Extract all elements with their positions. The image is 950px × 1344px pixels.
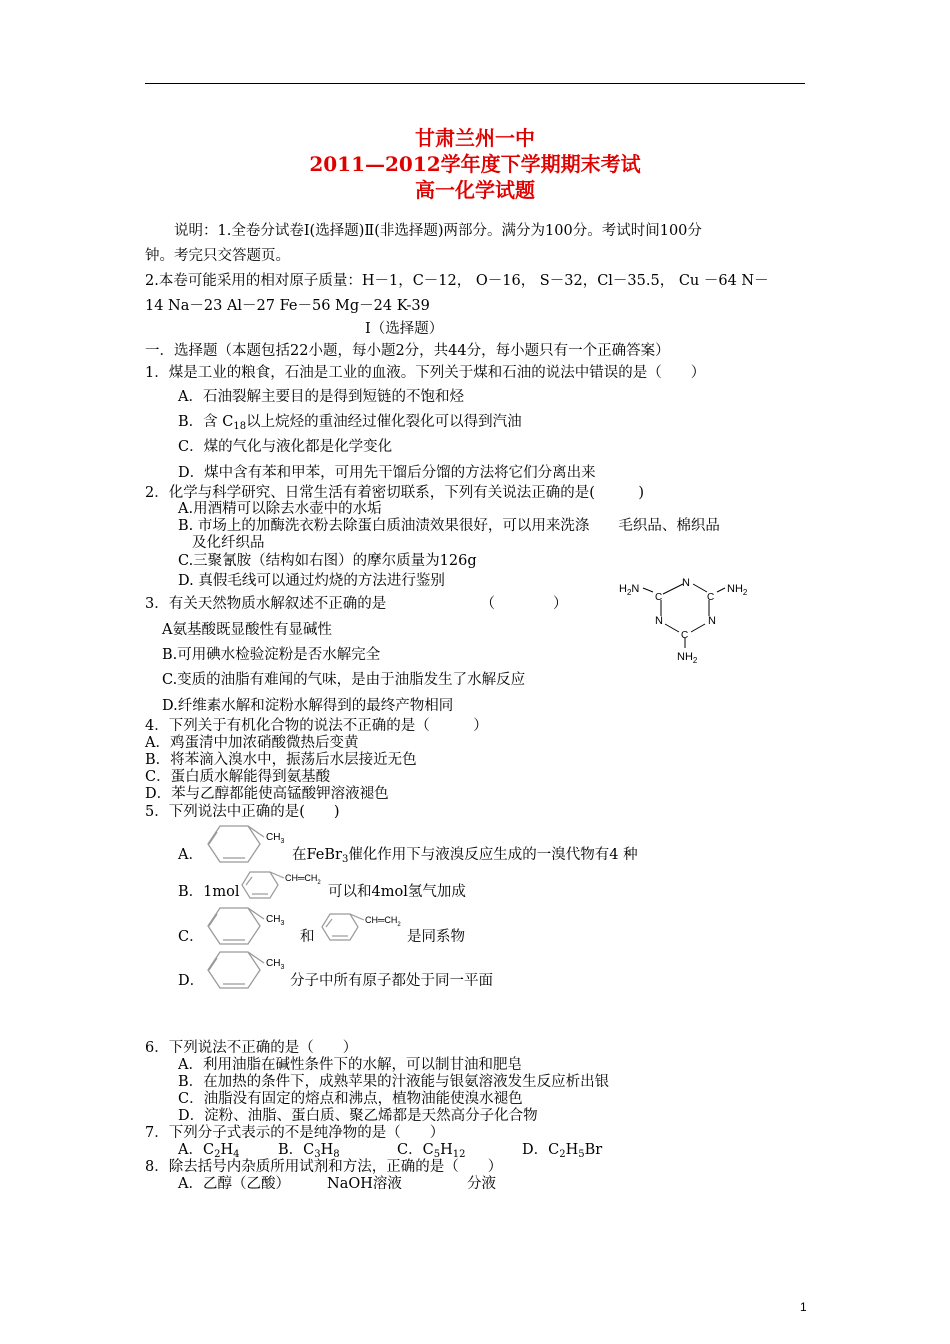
page-number: 1 bbox=[800, 1300, 807, 1314]
styrene-structure-c bbox=[318, 910, 413, 944]
notes-line-1: 说明：1.全卷分试卷Ⅰ(选择题)Ⅱ(非选择题)两部分。满分为100分。考试时间100分 bbox=[174, 223, 702, 239]
nh2-label-bottom: NH bbox=[677, 651, 693, 663]
q2-stem: 2．化学与科学研究、日常生活有着密切联系，下列有关说法正确的是( ) bbox=[145, 485, 645, 501]
svg-text:CH3: $CH_3$ bbox=[266, 914, 285, 927]
q2-option-d: D. 真假毛线可以通过灼烧的方法进行鉴别 bbox=[178, 573, 445, 589]
part-heading: Ⅰ（选择题） bbox=[365, 321, 444, 337]
q1-stem: 1．煤是工业的粮食，石油是工业的血液。下列关于煤和石油的说法中错误的是（ ） bbox=[145, 365, 706, 381]
q5-stem: 5．下列说法中正确的是( ) bbox=[145, 804, 340, 820]
nh2-label-right: NH bbox=[727, 583, 743, 595]
q3-option-d: D.纤维素水解和淀粉水解得到的最终产物相同 bbox=[162, 698, 454, 714]
n-label-right: N bbox=[708, 615, 716, 627]
svg-text:H2N: $H_2N$ bbox=[619, 583, 640, 597]
toluene-structure-a bbox=[200, 822, 295, 868]
q5-option-a-label: A． bbox=[178, 847, 203, 863]
q5-option-a-text: 在FeBr$_3$催化作用下与液溴反应生成的一溴代物有4 种 bbox=[292, 847, 638, 865]
melamine-structure bbox=[615, 572, 765, 667]
q3-option-c: C.变质的油脂有难闻的气味，是由于油脂发生了水解反应 bbox=[162, 672, 526, 688]
svg-text:CH3: $CH_3$ bbox=[266, 958, 285, 971]
q6-option-d: D．淀粉、油脂、蛋白质、聚乙烯都是天然高分子化合物 bbox=[178, 1108, 538, 1124]
n-label-top: N bbox=[682, 577, 690, 589]
q4-option-b: B．将苯滴入溴水中，振荡后水层接近无色 bbox=[145, 752, 417, 768]
q7-option-b: B．$C_3H_8$ bbox=[278, 1142, 340, 1160]
q8-option-a-method: 分液 bbox=[467, 1176, 496, 1192]
n-label-left: N bbox=[655, 615, 663, 627]
q6-option-c: C．油脂没有固定的熔点和沸点，植物油能使溴水褪色 bbox=[178, 1091, 523, 1107]
q1-option-a: A．石油裂解主要目的是得到短链的不饱和烃 bbox=[178, 389, 464, 405]
q5-option-c-text: 是同系物 bbox=[407, 929, 465, 945]
c-label-left: C bbox=[655, 592, 663, 603]
q2-option-b-line1: B. 市场上的加酶洗衣粉去除蛋白质油渍效果很好，可以用来洗涤 毛织品、棉织品 bbox=[178, 518, 720, 534]
q5-option-b-label: B．1mol bbox=[178, 884, 240, 900]
q6-option-b: B．在加热的条件下，成熟苹果的汁液能与银氨溶液发生反应析出银 bbox=[178, 1074, 610, 1090]
h2n-label: H bbox=[619, 583, 627, 595]
school-title: 甘肃兰州一中 bbox=[415, 126, 535, 150]
q6-stem: 6．下列说法不正确的是（ ） bbox=[145, 1040, 358, 1056]
q5-option-d-text: 分子中所有原子都处于同一平面 bbox=[290, 973, 493, 989]
q4-option-c: C．蛋白质水解能得到氨基酸 bbox=[145, 769, 331, 785]
svg-text:CH═CH2: $CH═CH_2$ bbox=[365, 915, 401, 928]
q8-option-a-reagent: NaOH溶液 bbox=[327, 1176, 402, 1192]
q4-stem: 4．下列关于有机化合物的说法不正确的是（ ） bbox=[145, 718, 488, 734]
c-label-bottom: C bbox=[681, 630, 689, 641]
q5-option-c-and: 和 bbox=[300, 929, 315, 945]
q4-option-d: D．苯与乙醇都能使高锰酸钾溶液褪色 bbox=[145, 786, 389, 802]
q7-option-a: A．$C_2H_4$ bbox=[178, 1142, 240, 1160]
notes-line-3: 2.本卷可能采用的相对原子质量：H－1，C－12， O－16， S－32，Cl－35.5， Cu －64 N－ bbox=[145, 273, 769, 289]
q4-option-a: A．鸡蛋清中加浓硝酸微热后变黄 bbox=[145, 735, 359, 751]
c-label-right: C bbox=[707, 592, 715, 603]
q3-option-a: A氨基酸既显酸性有显碱性 bbox=[162, 622, 332, 638]
exam-title: 2011—2012学年度下学期期末考试 bbox=[309, 152, 641, 176]
q5-option-b-text: 可以和4mol氢气加成 bbox=[328, 884, 466, 900]
header-rule bbox=[145, 83, 805, 84]
q5-option-c-label: C． bbox=[178, 929, 204, 945]
notes-line-4: 14 Na－23 Al－27 Fe－56 Mg－24 K-39 bbox=[145, 298, 430, 314]
section-heading: 一．选择题（本题包括22小题，每小题2分，共44分，每小题只有一个正确答案） bbox=[145, 343, 670, 359]
svg-text:CH═CH2: $CH═CH_2$ bbox=[285, 873, 321, 886]
q1-option-c: C．煤的气化与液化都是化学变化 bbox=[178, 439, 393, 455]
styrene-structure-b bbox=[238, 868, 333, 902]
notes-line-2: 钟。考完只交答题页。 bbox=[145, 248, 290, 264]
q8-option-a-substance: A．乙醇（乙酸） bbox=[178, 1176, 290, 1192]
q7-option-d: D．$C_2H_5Br$ bbox=[522, 1142, 603, 1160]
subject-title: 高一化学试题 bbox=[415, 178, 535, 202]
q1-option-d: D．煤中含有苯和甲苯，可用先干馏后分馏的方法将它们分离出来 bbox=[178, 465, 596, 481]
svg-text:CH3: $CH_3$ bbox=[266, 832, 285, 845]
q8-stem: 8．除去括号内杂质所用试剂和方法，正确的是（ ） bbox=[145, 1159, 503, 1175]
q3-stem: 3．有关天然物质水解叙述不正确的是 （ ） bbox=[145, 596, 568, 612]
toluene-structure-c bbox=[200, 904, 295, 950]
q2-option-c: C.三聚氰胺（结构如右图）的摩尔质量为126g bbox=[178, 553, 477, 569]
toluene-structure-d bbox=[200, 948, 295, 994]
svg-text:NH2: $NH_2$ bbox=[677, 651, 698, 665]
svg-text:NH2: $NH_2$ bbox=[727, 583, 748, 597]
q5-option-d-label: D． bbox=[178, 973, 205, 989]
q3-option-b: B.可用碘水检验淀粉是否水解完全 bbox=[162, 647, 381, 663]
q7-option-c: C．$C_5H_{12}$ bbox=[397, 1142, 466, 1160]
q7-stem: 7．下列分子式表示的不是纯净物的是（ ） bbox=[145, 1125, 445, 1141]
q2-option-b-line2: 及化纤织品 bbox=[192, 535, 265, 551]
q1-option-b: B．含 $C_{18}$以上烷烃的重油经过催化裂化可以得到汽油 bbox=[178, 414, 522, 432]
q6-option-a: A．利用油脂在碱性条件下的水解，可以制甘油和肥皂 bbox=[178, 1057, 522, 1073]
q2-option-a: A.用酒精可以除去水壶中的水垢 bbox=[178, 501, 382, 517]
